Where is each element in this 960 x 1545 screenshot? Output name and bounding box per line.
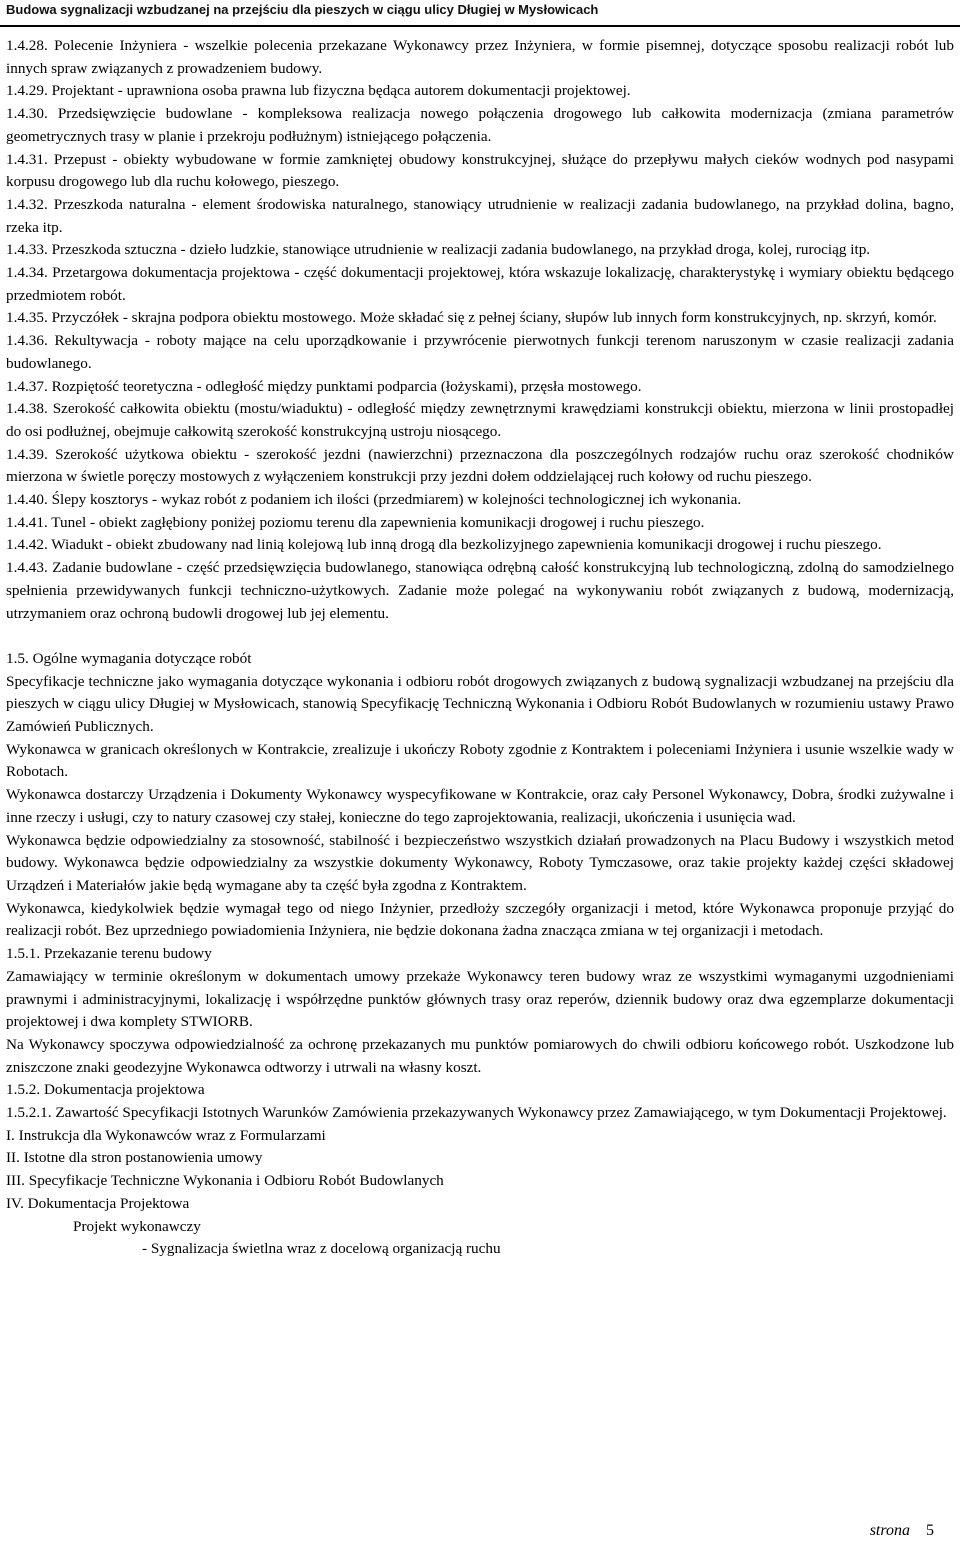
documentation-list-item: II. Istotne dla stron postanowienia umowy — [6, 1149, 263, 1167]
definition-1-4-42: 1.4.42. Wiadukt - obiekt zbudowany nad linią kolejową lub inną drogą dla bezkolizyjnego zapewnienia komunikacji drogowej i ruchu pieszego. — [6, 536, 882, 554]
documentation-list-item: IV. Dokumentacja Projektowa — [6, 1194, 190, 1212]
definition-1-4-41: 1.4.41. Tunel - obiekt zagłębiony poniżej poziomu terenu dla zapewnienia komunikacji drogowej i ruchu pieszego. — [6, 513, 705, 531]
document-header: Budowa sygnalizacji wzbudzanej na przejściu dla pieszych w ciągu ulicy Długiej w Mysłowicach — [6, 2, 599, 17]
page-label: strona — [869, 1522, 910, 1539]
documentation-sub-sub-item: - Sygnalizacja świetlna wraz z docelową organizacją ruchu — [142, 1240, 501, 1258]
definition-1-4-32: 1.4.32. Przeszkoda naturalna - element środowiska naturalnego, stanowiący utrudnienie w realizacji zadania budowlanego, na przykład dolina, bagno, rzeka itp. — [6, 195, 954, 236]
section-1-5-paragraph: Wykonawca dostarczy Urządzenia i Dokumenty Wykonawcy wyspecyfikowane w Kontrakcie, oraz cały Personel Wykonawcy, Dobra, środki zużywalne i inne rzeczy i usługi, czy to natury czasowej czy stałej, konieczne do tego zaprojektowania, realizacji, ukończenia i usunięcia wad. — [6, 786, 954, 826]
section-1-5-paragraph: Specyfikacje techniczne jako wymagania dotyczące wykonania i odbioru robót drogowych związanych z budową sygnalizacji wzbudzanej na przejściu dla pieszych w ciągu ulicy Długiej w Mysłowicach, stanowią Specyfikację Techniczną Wykonania i Odbioru Robót Budowlanych w rozumieniu ustawy Prawo Zamówień Publicznych. — [6, 672, 954, 736]
section-1-5-heading: 1.5. Ogólne wymagania dotyczące robót — [6, 649, 252, 667]
definition-1-4-36: 1.4.36. Rekultywacja - roboty mające na celu uporządkowanie i przywrócenie pierwotnych funkcji terenom naruszonym w czasie realizacji zadania budowlanego. — [6, 332, 954, 372]
definition-1-4-34: 1.4.34. Przetargowa dokumentacja projektowa - część dokumentacji projektowej, która wskazuje lokalizację, charakterystykę i wymiary obiektu będącego przedmiotem robót. — [6, 264, 954, 304]
section-1-5-paragraph: Wykonawca będzie odpowiedzialny za stosowność, stabilność i bezpieczeństwo wszystkich działań prowadzonych na Placu Budowy i wszystkich metod budowy. Wykonawca będzie odpowiedzialny za wszystkie dokumenty Wykonawcy, Roboty Tymczasowe, oraz takie projekty każdej części składowej Urządzeń i Materiałów jakie będą wymagane aby ta część była zgodna z Kontraktem. — [6, 831, 954, 894]
definition-1-4-38: 1.4.38. Szerokość całkowita obiektu (mostu/wiaduktu) - odległość między zewnętrznymi krawędziami konstrukcji obiektu, mierzona w linii prostopadłej do osi podłużnej, obejmuje całkowitą szerokość konstrukcyjną ustroju niosącego. — [6, 400, 954, 440]
documentation-list-item: III. Specyfikacje Techniczne Wykonania i Odbioru Robót Budowlanych — [6, 1172, 444, 1190]
definition-1-4-31: 1.4.31. Przepust - obiekty wybudowane w formie zamkniętej obudowy konstrukcyjnej, służące do przepływu małych cieków wodnych pod nasypami korpusu drogowego lub dla ruchu kołowego, pieszego. — [6, 150, 954, 191]
definition-1-4-28: 1.4.28. Polecenie Inżyniera - wszelkie polecenia przekazane Wykonawcy przez Inżyniera, w formie pisemnej, dotyczące sposobu realizacji robót lub innych spraw związanych z prowadzeniem budowy. — [6, 37, 954, 77]
page-footer — [870, 1522, 934, 1540]
definition-1-4-33: 1.4.33. Przeszkoda sztuczna - dzieło ludzkie, stanowiące utrudnienie w realizacji zadania budowlanego, na przykład droga, kolej, rurociąg itp. — [6, 241, 871, 259]
section-1-5-1-heading: 1.5.1. Przekazanie terenu budowy — [6, 945, 212, 963]
section-1-5-paragraph: Wykonawca w granicach określonych w Kontrakcie, zrealizuje i ukończy Roboty zgodnie z Kontraktem i poleceniami Inżyniera i usunie wszelkie wady w Robotach. — [6, 740, 954, 781]
document-body — [6, 35, 954, 1261]
definition-1-4-37: 1.4.37. Rozpiętość teoretyczna - odległość między punktami podparcia (łożyskami), przęsła mostowego. — [6, 377, 642, 395]
definition-1-4-40: 1.4.40. Ślepy kosztorys - wykaz robót z podaniem ich ilości (przedmiarem) w kolejności technologicznej ich wykonania. — [6, 491, 742, 509]
definition-1-4-29: 1.4.29. Projektant - uprawniona osoba prawna lub fizyczna będąca autorem dokumentacji projektowej. — [6, 82, 631, 100]
section-1-5-1-paragraph: Na Wykonawcy spoczywa odpowiedzialność za ochronę przekazanych mu punktów pomiarowych do chwili odbioru końcowego robót. Uszkodzone lub zniszczone znaki geodezyjne Wykonawca odtworzy i utrwali na własny koszt. — [6, 1035, 954, 1076]
page-number: 5 — [926, 1522, 934, 1539]
section-1-5-paragraph: Wykonawca, kiedykolwiek będzie wymagał tego od niego Inżynier, przedłoży szczegóły organizacji i metod, które Wykonawca proponuje przyjąć do realizacji robót. Bez uprzedniego powiadomienia Inżyniera, nie będzie dokonana żadna znacząca zmiana w tej organizacji i metodach. — [6, 899, 954, 940]
definition-1-4-30: 1.4.30. Przedsięwzięcie budowlane - kompleksowa realizacja nowego połączenia drogowego lub całkowita modernizacja (zmiana parametrów geometrycznych trasy w planie i przekroju podłużnym) istniejącego połączenia. — [6, 105, 954, 145]
section-1-5-1-paragraph: Zamawiający w terminie określonym w dokumentach umowy przekaże Wykonawcy teren budowy wraz ze wszystkimi wymaganymi uzgodnieniami prawnymi i administracyjnymi, lokalizację i współrzędne punktów głównych trasy oraz reperów, dziennik budowy oraz dwa egzemplarze dokumentacji projektowej i dwa komplety STWIORB. — [6, 967, 954, 1031]
documentation-list-item: I. Instrukcja dla Wykonawców wraz z Formularzami — [6, 1126, 326, 1144]
section-1-5-2-1-intro: 1.5.2.1. Zawartość Specyfikacji Istotnych Warunków Zamówienia przekazywanych Wykonawcy przez Zamawiającego, w tym Dokumentacji Projektowej. — [6, 1104, 947, 1122]
definition-1-4-43: 1.4.43. Zadanie budowlane - część przedsięwzięcia budowlanego, stanowiąca odrębną całość konstrukcyjną lub technologiczną, zdolną do samodzielnego spełnienia przewidywanych funkcji techniczno-użytkowych. Zadanie może polegać na wykonywaniu robót związanych z budową, modernizacją, utrzymaniem oraz ochroną budowli drogowej lub jej elementu. — [6, 559, 954, 622]
section-1-5-2-heading: 1.5.2. Dokumentacja projektowa — [6, 1081, 205, 1099]
definition-1-4-35: 1.4.35. Przyczółek - skrajna podpora obiektu mostowego. Może składać się z pełnej ściany, słupów lub innych form konstrukcyjnych, np. skrzyń, komór. — [6, 309, 937, 327]
section-gap — [6, 625, 954, 648]
header-divider — [0, 25, 960, 27]
documentation-sub-item: Projekt wykonawczy — [73, 1217, 201, 1235]
definition-1-4-39: 1.4.39. Szerokość użytkowa obiektu - szerokość jezdni (nawierzchni) przeznaczona dla poszczególnych rodzajów ruchu oraz szerokość chodników mierzona w świetle poręczy mostowych z wyłączeniem konstrukcji przy jezdni dołem oddzielającej ruch kołowy od ruchu pieszego. — [6, 445, 954, 486]
